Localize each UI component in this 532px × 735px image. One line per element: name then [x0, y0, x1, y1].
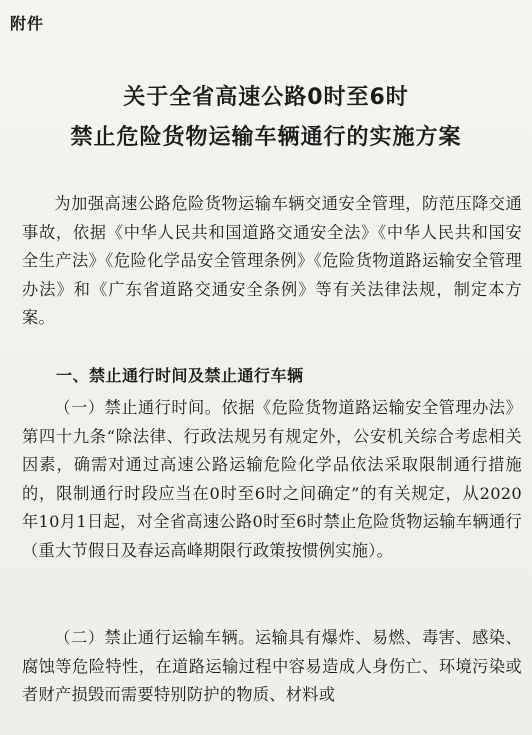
document-title-line2: 禁止危险货物运输车辆通行的实施方案 — [70, 125, 462, 150]
item-2-text: 运输具有爆炸、易燃、毒害、感染、腐蚀等危险特性，在道路运输过程中容易造成人身伤亡、环境污染或者财产损毁而需要特别防护的物质、材料或 — [22, 628, 522, 704]
section-heading-1: 一、禁止通行时间及禁止通行车辆 — [56, 366, 304, 385]
item-1-paragraph — [22, 394, 522, 565]
attachment-label: 附件 — [10, 14, 45, 33]
intro-paragraph: 为加强高速公路危险货物运输车辆交通安全管理，防范压降交通事故，依据《中华人民共和国道路交通安全法》《中华人民共和国安全生产法》《危险化学品安全管理条例》《危险货物道路运输安全管理办法》和《广东省道路交通安全条例》等有关法律法规，制定本方案。 — [22, 194, 522, 327]
item-1-lead: （一）禁止通行时间。 — [54, 398, 222, 417]
item-1-text: 依据《危险货物道路运输安全管理办法》第四十九条“除法律、行政法规另有规定外，公安机关综合考虑相关因素，确需对通过高速公路运输危险化学品依法采取限制通行措施的，限制通行时段应当在0时至6时之间确定”的有关规定，从2020年10月1日起，对全省高速公路0时至6时禁止危险货物运输车辆通行（重大节假日及春运高峰期限行政策按惯例实施）。 — [22, 398, 523, 560]
item-2-paragraph — [22, 624, 522, 710]
item-2-lead: （二）禁止通行运输车辆。 — [54, 628, 255, 647]
document-title-line1: 关于全省高速公路0时至6时 — [123, 85, 409, 110]
